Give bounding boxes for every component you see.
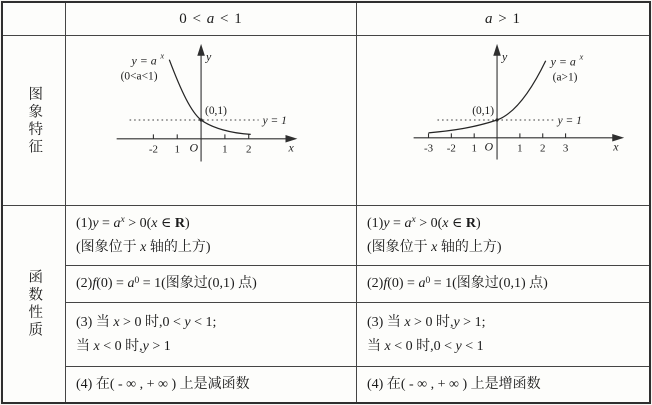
y-axis-label: y xyxy=(206,49,212,64)
asymptote-label: y = 1 xyxy=(262,114,287,127)
curve-paren-label: (a>1) xyxy=(552,71,578,84)
tick-label: -2 xyxy=(148,143,158,156)
tick-label: 2 xyxy=(246,143,252,156)
curve-label: y = a xyxy=(550,54,576,69)
tick-label: 1 xyxy=(517,142,523,155)
graph-cell-right xyxy=(356,35,649,205)
row-label-props-text: 函数性质 xyxy=(26,269,43,339)
y-axis-label: y xyxy=(502,49,508,64)
prop-cell-left-2 xyxy=(65,265,356,302)
prop-line: $(1)y = a^x > 0(x$ ∈ R) xyxy=(367,215,481,231)
point-0-1-dot xyxy=(495,118,498,121)
point-label: (0,1) xyxy=(472,105,495,118)
curve-label-exponent: x xyxy=(579,51,584,62)
prop-line: 当 x < 0 时,y > 1 xyxy=(76,338,171,354)
row-label-function-properties xyxy=(3,205,65,402)
curve-paren-label: (0<a<1) xyxy=(120,70,158,83)
origin-label: O xyxy=(189,140,199,155)
prop-cell-right-1 xyxy=(356,205,649,265)
curve-label: y = a xyxy=(131,53,157,68)
prop-line: (图象位于 x 轴的上方) xyxy=(367,239,502,255)
origin-label: O xyxy=(484,139,494,154)
prop-cell-left-1 xyxy=(65,205,356,265)
prop-line: (4) 在( - ∞ , + ∞ ) 上是增函数 xyxy=(367,376,541,392)
tick-label: 1 xyxy=(222,143,228,156)
prop-cell-left-3 xyxy=(65,302,356,366)
tick-label: 3 xyxy=(562,142,569,155)
x-axis-label: x xyxy=(288,140,294,155)
row-label-graph-features xyxy=(3,35,65,205)
prop-line: $(1)y = a^x > 0(x$ ∈ R) xyxy=(76,215,190,231)
exp-decay-graph xyxy=(66,36,356,205)
header-col-a-gt-1 xyxy=(356,3,649,35)
graph-cell-left xyxy=(65,35,356,205)
exp-curve-decreasing xyxy=(169,60,250,135)
point-label: (0,1) xyxy=(205,105,227,118)
tick-label: 1 xyxy=(471,142,477,155)
prop-cell-right-2 xyxy=(356,265,649,302)
prop-line: $(2)f(0) = a^0 = 1$(图象过(0,1) 点) xyxy=(367,275,548,291)
asymptote-label: y = 1 xyxy=(557,114,582,127)
exponential-function-table xyxy=(1,1,651,404)
prop-line: (4) 在( - ∞ , + ∞ ) 上是减函数 xyxy=(76,376,250,392)
prop-cell-left-4 xyxy=(65,366,356,402)
prop-line: (图象位于 x 轴的上方) xyxy=(76,239,211,255)
row-label-graph-text: 图象特征 xyxy=(26,85,43,156)
x-axis-label: x xyxy=(613,139,619,154)
curve-label-exponent: x xyxy=(160,50,165,61)
tick-label: 2 xyxy=(540,142,546,155)
header-col-0-lt-a-lt-1 xyxy=(65,3,356,35)
exp-curve-increasing xyxy=(429,61,546,133)
prop-line: $(2)f(0) = a^0 = 1$(图象过(0,1) 点) xyxy=(76,275,257,291)
prop-line: (3) 当 x > 0 时,0 < y < 1; xyxy=(76,314,217,330)
exp-growth-graph xyxy=(357,36,649,205)
tick-label: -3 xyxy=(423,142,434,155)
header-col2-text: a > 1 xyxy=(485,10,521,27)
header-col1-text: 0 < a < 1 xyxy=(179,10,243,27)
y-axis-arrow xyxy=(493,44,501,56)
corner-cell xyxy=(3,3,65,35)
y-axis-arrow xyxy=(197,44,205,56)
tick-label: 1 xyxy=(174,143,180,156)
prop-line: 当 x < 0 时,0 < y < 1 xyxy=(367,338,484,354)
prop-line: (3) 当 x > 0 时,y > 1; xyxy=(367,314,486,330)
point-0-1-dot xyxy=(199,118,202,121)
prop-cell-right-3 xyxy=(356,302,649,366)
prop-cell-right-4 xyxy=(356,366,649,402)
tick-label: -2 xyxy=(446,142,456,155)
